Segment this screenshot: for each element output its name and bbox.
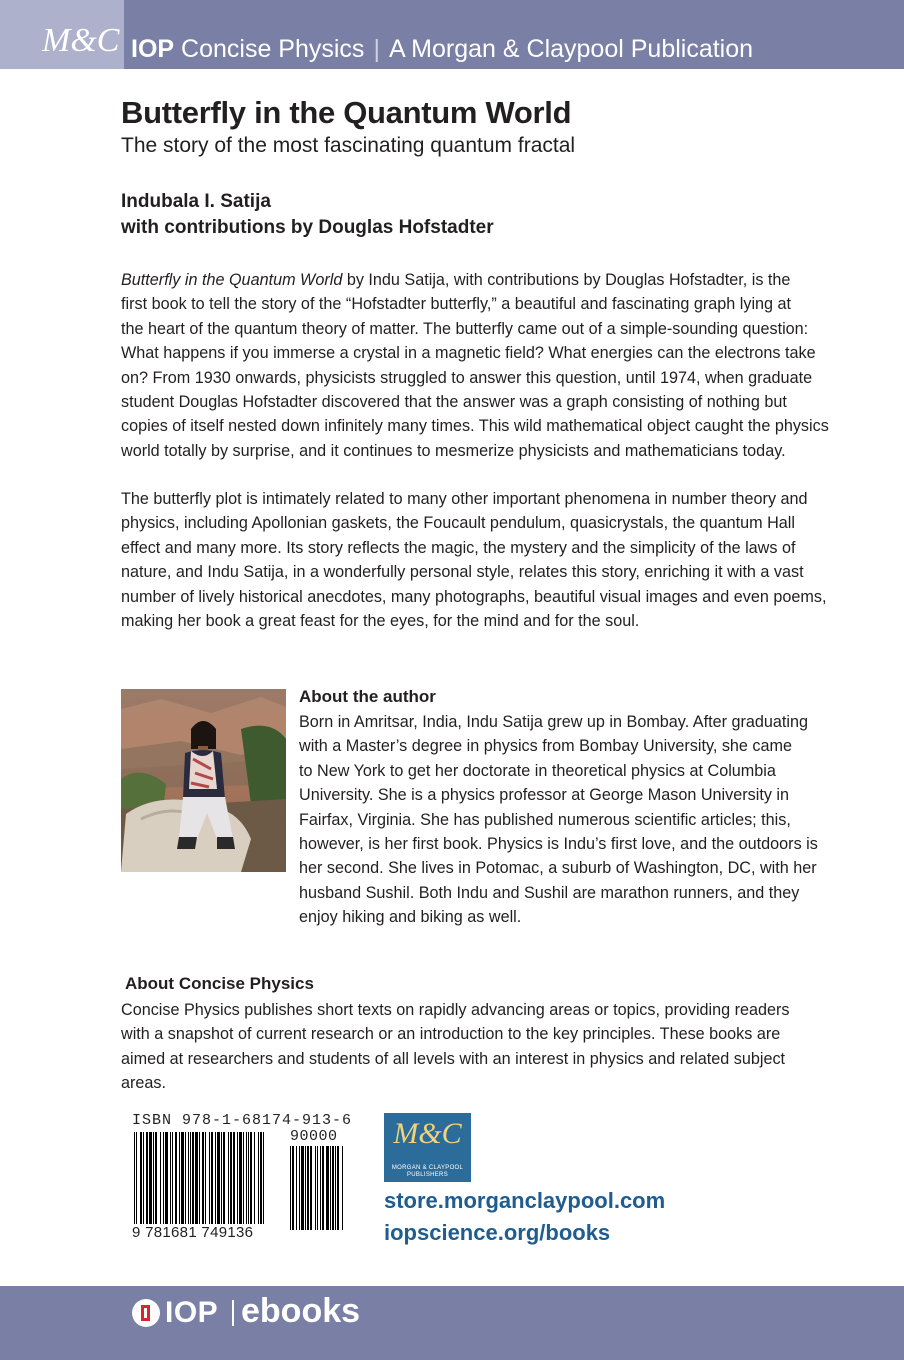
barcode-bar — [217, 1132, 220, 1224]
series-title — [131, 35, 753, 64]
barcode-bar — [160, 1132, 161, 1224]
publisher-name: MORGAN & CLAYPOOL PUBLISHERS — [391, 1165, 464, 1178]
barcode-bar — [330, 1146, 331, 1230]
barcode-bar — [296, 1146, 297, 1230]
series-brand: IOP — [131, 35, 175, 63]
barcode-bar — [258, 1132, 259, 1224]
barcode-bar — [185, 1132, 186, 1224]
barcode-bar — [299, 1146, 300, 1230]
text-line: nature, and Indu Satija, in a wonderfully personal style, relates this story, enriching it with a vast — [121, 563, 804, 582]
barcode-bar — [188, 1132, 189, 1224]
barcode-bar — [250, 1132, 252, 1224]
text-line: with a Master’s degree in physics from Bombay University, she came — [299, 737, 793, 756]
barcode-bar — [230, 1132, 232, 1224]
text-line: first book to tell the story of the “Hofstadter butterfly,” a beautiful and fascinating graph lying at — [121, 295, 792, 314]
text-line: areas. — [121, 1074, 166, 1093]
description-paragraph-2 — [121, 487, 826, 633]
text-line: enjoy hiking and biking as well. — [299, 908, 522, 927]
footer-divider — [232, 1300, 234, 1326]
series-separator: | — [373, 35, 380, 63]
morgan-claypool-logo — [384, 1113, 471, 1182]
barcode-addon-label: 90000 — [290, 1128, 338, 1145]
barcode-bar — [149, 1132, 152, 1224]
contributor-line: with contributions by Douglas Hofstadter — [121, 217, 494, 238]
isbn-label: ISBN 978-1-68174-913-6 — [132, 1112, 353, 1129]
store-link[interactable]: store.morganclaypool.com — [384, 1188, 666, 1213]
text-line: copies of itself nested down infinitely many times. This wild mathematical object caught the physics — [121, 417, 829, 436]
barcode-bar — [202, 1132, 204, 1224]
text-line: the heart of the quantum theory of matter. The butterfly came out of a simple-sounding question: — [121, 319, 809, 338]
book-title-italic: Butterfly in the Quantum World — [121, 271, 343, 289]
author-photo — [121, 689, 286, 872]
barcode-bar — [337, 1146, 339, 1230]
barcode-bar — [181, 1132, 184, 1224]
barcode-bar — [195, 1132, 198, 1224]
text-line: physics, including Apollonian gaskets, the Foucault pendulum, quasicrystals, the quantum Hall — [121, 514, 795, 533]
barcode-bar — [237, 1132, 238, 1224]
text-line: Butterfly in the Quantum World by Indu Satija, with contributions by Douglas Hofstadter, is the — [121, 271, 791, 289]
barcode-bar — [146, 1132, 148, 1224]
mc-logo-icon: M&C — [42, 22, 120, 59]
author-photo-image — [121, 689, 286, 872]
text-line: Concise Physics publishes short texts on rapidly advancing areas or topics, providing readers — [121, 1001, 790, 1019]
series-name: Concise Physics — [181, 35, 365, 63]
barcode-bar — [335, 1146, 336, 1230]
barcode-addon-bars — [290, 1146, 356, 1232]
text-line: The butterfly plot is intimately related to many other important phenomena in number theory and — [121, 490, 808, 508]
about-concise-text — [121, 998, 790, 1096]
barcode-bar — [320, 1146, 321, 1230]
barcode-bar — [305, 1146, 306, 1230]
text-line: Fairfax, Virginia. She has published numerous scientific articles; this, — [299, 810, 791, 829]
barcode-bar — [233, 1132, 235, 1224]
barcode-bar — [170, 1132, 171, 1224]
text-line: effect and many more. Its story reflects the magic, the mystery and the simplicity of the laws of — [121, 538, 796, 557]
barcode-bar — [134, 1132, 135, 1224]
barcode-bar — [136, 1132, 137, 1224]
barcode-bar — [153, 1132, 154, 1224]
isbn-barcode — [120, 1112, 360, 1244]
barcode-bar — [209, 1132, 210, 1224]
barcode-bars — [134, 1132, 294, 1232]
text-line: What happens if you immerse a crystal in a magnetic field? What energies can the electrons take — [121, 344, 816, 363]
barcode-bar — [246, 1132, 247, 1224]
iop-ball-icon — [131, 1298, 161, 1328]
barcode-bar — [179, 1132, 180, 1224]
description-paragraph-1 — [121, 268, 829, 463]
barcode-bar — [301, 1146, 304, 1230]
barcode-bar — [223, 1132, 225, 1224]
barcode-bar — [165, 1132, 168, 1224]
barcode-bar — [228, 1132, 229, 1224]
authors — [121, 189, 494, 241]
text-line: her second. She lives in Potomac, a suburb of Washington, DC, with her — [299, 859, 817, 878]
text-line: to New York to get her doctorate in theoretical physics at Columbia — [299, 761, 776, 780]
barcode-bar — [163, 1132, 164, 1224]
barcode-bar — [192, 1132, 194, 1224]
about-concise-heading: About Concise Physics — [125, 974, 314, 993]
text-line: with a snapshot of current research or an introduction to the key principles. These books are — [121, 1025, 781, 1044]
barcode-bar — [332, 1146, 334, 1230]
publication-label: A Morgan & Claypool Publication — [388, 35, 754, 63]
text-line: however, is her first book. Physics is Indu’s first love, and the outdoors is — [299, 835, 818, 854]
barcode-bar — [243, 1132, 244, 1224]
barcode-bar — [342, 1146, 343, 1230]
author-bio — [299, 710, 818, 930]
barcode-bar — [155, 1132, 157, 1224]
barcode-bar — [172, 1132, 173, 1224]
barcode-bar — [221, 1132, 222, 1224]
text-line: aimed at researchers and students of all levels with an interest in physics and related subject — [121, 1049, 786, 1068]
iopscience-link[interactable]: iopscience.org/books — [384, 1220, 611, 1245]
about-author-heading: About the author — [299, 687, 436, 706]
text-line: world totally by surprise, and it continues to mesmerize physicists and mathematicians today. — [121, 441, 786, 460]
barcode-bar — [190, 1132, 191, 1224]
barcode-bar — [290, 1146, 291, 1230]
barcode-bar — [322, 1146, 324, 1230]
author-name: Indubala I. Satija — [121, 191, 271, 212]
barcode-bar — [310, 1146, 312, 1230]
barcode-bar — [205, 1132, 206, 1224]
barcode-bar — [317, 1146, 318, 1230]
mc-monogram-icon: M&C — [393, 1117, 462, 1150]
barcode-bar — [199, 1132, 200, 1224]
text-line: making her book a great feast for the eyes, for the mind and for the soul. — [121, 612, 640, 631]
ean-digits: 9 781681 749136 — [132, 1224, 254, 1241]
book-title: Butterfly in the Quantum World — [121, 95, 572, 130]
barcode-bar — [292, 1146, 294, 1230]
header-logo-box — [0, 0, 124, 69]
barcode-bar — [215, 1132, 216, 1224]
text-line: husband Sushil. Both Indu and Sushil are marathon runners, and they — [299, 883, 800, 902]
barcode-bar — [254, 1132, 255, 1224]
text-line: student Douglas Hofstadter discovered that the answer was a graph consisting of nothing but — [121, 393, 787, 412]
ebooks-label: ebooks — [241, 1292, 361, 1330]
barcode-bar — [263, 1132, 264, 1224]
barcode-bar — [307, 1146, 309, 1230]
barcode-bar — [211, 1132, 213, 1224]
book-subtitle: The story of the most fascinating quantum fractal — [121, 134, 576, 157]
barcode-bar — [140, 1132, 142, 1224]
barcode-bar — [248, 1132, 249, 1224]
barcode-bar — [326, 1146, 329, 1230]
barcode-bar — [175, 1132, 177, 1224]
iop-footer-brand: IOP — [165, 1296, 219, 1329]
barcode-bar — [260, 1132, 262, 1224]
barcode-bar — [315, 1146, 316, 1230]
barcode-bar — [239, 1132, 242, 1224]
text-line: University. She is a physics professor at George Mason University in — [299, 786, 790, 805]
text-line: on? From 1930 onwards, physicists struggled to answer this question, until 1974, when graduate — [121, 368, 813, 387]
text-line: Born in Amritsar, India, Indu Satija grew up in Bombay. After graduating — [299, 713, 808, 731]
barcode-bar — [143, 1132, 144, 1224]
text-line: number of lively historical anecdotes, many photographs, beautiful visual images and even poems, — [121, 587, 827, 606]
